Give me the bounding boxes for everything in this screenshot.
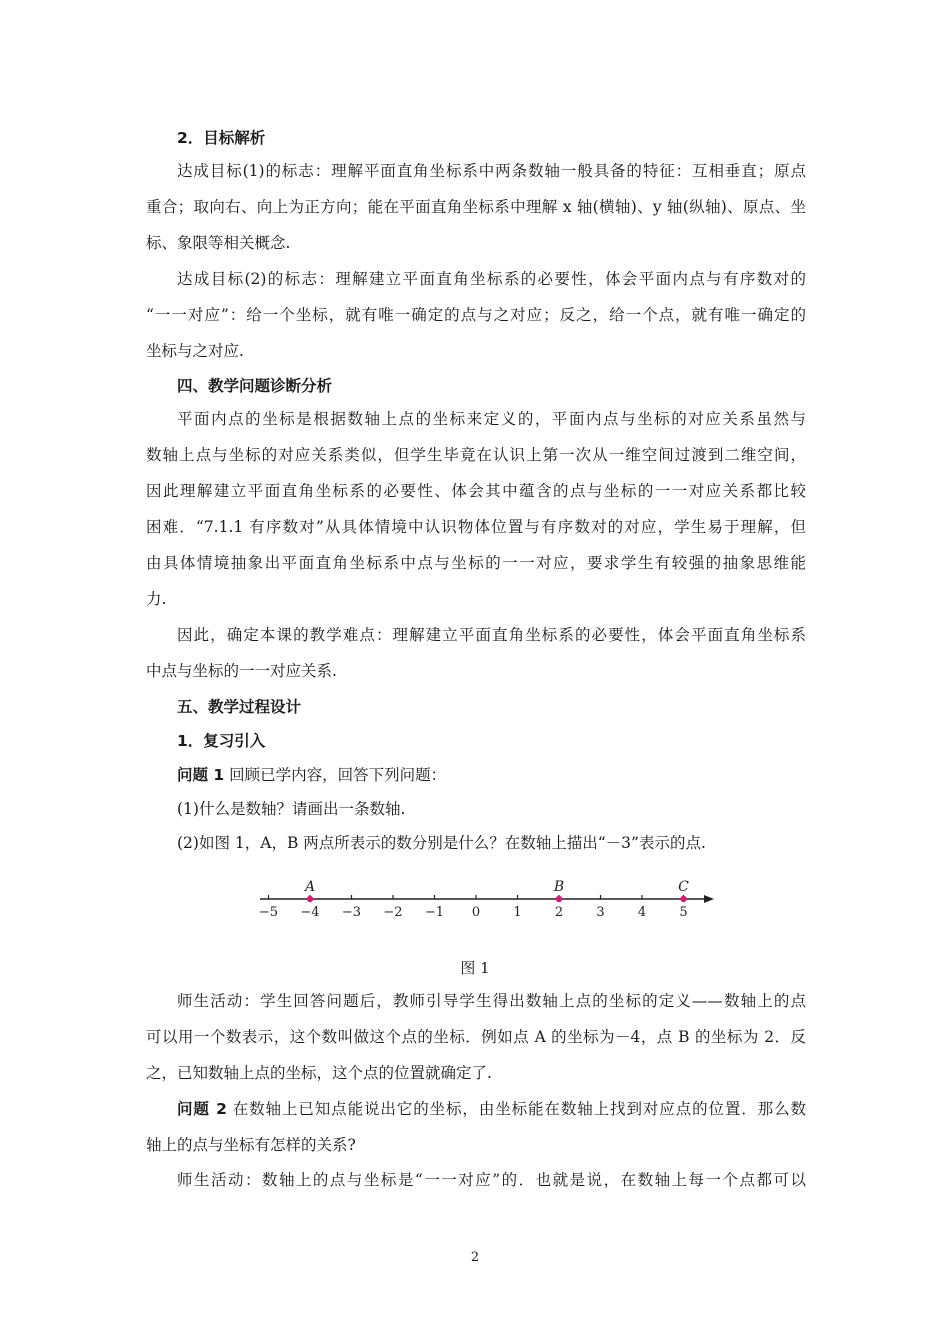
paragraph-line: 由具体情境抽象出平面直角坐标系中点与坐标的一一对应，要求学生有较强的抽象思维能 — [146, 554, 806, 572]
paragraph-line: 坐标与之对应. — [146, 342, 244, 360]
paragraph-line: 因此理解建立平面直角坐标系的必要性、体会其中蕴含的点与坐标的一一对应关系都比较 — [146, 482, 806, 500]
paragraph-line: 轴上的点与坐标有怎样的关系? — [146, 1136, 356, 1154]
paragraph-line: 之，已知数轴上点的坐标，这个点的位置就确定了. — [146, 1064, 492, 1082]
number-line-figure — [0, 868, 950, 928]
paragraph-line: 达成目标(2)的标志：理解建立平面直角坐标系的必要性，体会平面内点与有序数对的 — [177, 270, 806, 288]
subheading-review: 1．复习引入 — [177, 732, 266, 750]
point-a-marker — [307, 896, 313, 902]
number-line-tick-label: 2 — [554, 905, 564, 920]
question-1-item-1: (1)什么是数轴？请画出一条数轴. — [177, 800, 406, 818]
question-2-label: 问题 2 — [177, 1100, 227, 1118]
section-heading-diagnosis: 四、教学问题诊断分析 — [177, 377, 333, 395]
number-line-tick-label: −2 — [383, 905, 403, 920]
paragraph-line: 师生活动：学生回答问题后，教师引导学生得出数轴上点的坐标的定义——数轴上的点 — [177, 992, 806, 1010]
figure-caption: 图 1 — [460, 959, 490, 977]
number-line-tick-label: −5 — [258, 905, 279, 920]
number-line-tick-label: 0 — [471, 905, 481, 920]
number-line-tick-label: −1 — [424, 905, 445, 920]
section-heading-goal-analysis: 2．目标解析 — [177, 129, 266, 147]
number-line-tick-label: 5 — [679, 905, 688, 920]
question-2 — [177, 1099, 806, 1119]
section-heading-process: 五、教学过程设计 — [177, 698, 302, 716]
point-c-label: C — [678, 879, 689, 895]
paragraph-line: 平面内点的坐标是根据数轴上点的坐标来定义的，平面内点与坐标的对应关系虽然与 — [177, 410, 806, 428]
paragraph-line: 因此，确定本课的教学难点：理解建立平面直角坐标系的必要性，体会平面直角坐标系 — [177, 626, 806, 644]
arrow-head-icon — [704, 895, 714, 903]
point-c-marker — [680, 896, 686, 902]
paragraph-line: 达成目标(1)的标志：理解平面直角坐标系中两条数轴一般具备的特征：互相垂直；原点 — [177, 162, 806, 180]
question-2-text: 在数轴上已知点能说出它的坐标，由坐标能在数轴上找到对应点的位置．那么数 — [232, 1100, 806, 1118]
paragraph-line: 可以用一个数表示，这个数叫做这个点的坐标．例如点 A 的坐标为－4，点 B 的坐标为 2．反 — [146, 1028, 806, 1046]
number-line-tick-label: 4 — [637, 905, 647, 920]
paragraph-line: 困难．“7.1.1 有序数对”从具体情境中认识物体位置与有序数对的对应，学生易于理解，但 — [146, 518, 806, 536]
paragraph-line: “一一对应”：给一个坐标，就有唯一确定的点与之对应；反之，给一个点，就有唯一确定的 — [146, 306, 806, 324]
number-line-tick-label: −3 — [341, 905, 362, 920]
question-1-text: 回顾已学内容，回答下列问题： — [229, 766, 447, 784]
number-line-tick-label: 3 — [596, 905, 605, 920]
question-1 — [177, 765, 837, 785]
question-1-item-2: (2)如图 1，A，B 两点所表示的数分别是什么？在数轴上描出“－3”表示的点. — [177, 834, 706, 852]
number-line-tick-label: −4 — [300, 905, 320, 920]
page-number: 2 — [470, 1250, 480, 1265]
paragraph-line: 重合；取向右、向上为正方向；能在平面直角坐标系中理解 x 轴(横轴)、y 轴(纵轴)、原点、坐 — [146, 198, 806, 216]
paragraph-line: 中点与坐标的一一对应关系. — [146, 662, 337, 680]
point-b-label: B — [553, 879, 565, 895]
number-line-tick-label: 1 — [513, 905, 522, 920]
point-a-label: A — [304, 879, 316, 895]
paragraph-line: 力. — [146, 590, 167, 608]
question-1-label: 问题 1 — [177, 766, 225, 784]
point-b-marker — [556, 896, 562, 902]
paragraph-line: 师生活动：数轴上的点与坐标是“一一对应”的．也就是说，在数轴上每一个点都可以 — [177, 1171, 806, 1189]
paragraph-line: 数轴上点与坐标的对应关系类似，但学生毕竟在认识上第一次从一维空间过渡到二维空间， — [146, 446, 806, 464]
paragraph-line: 标、象限等相关概念. — [146, 234, 291, 252]
